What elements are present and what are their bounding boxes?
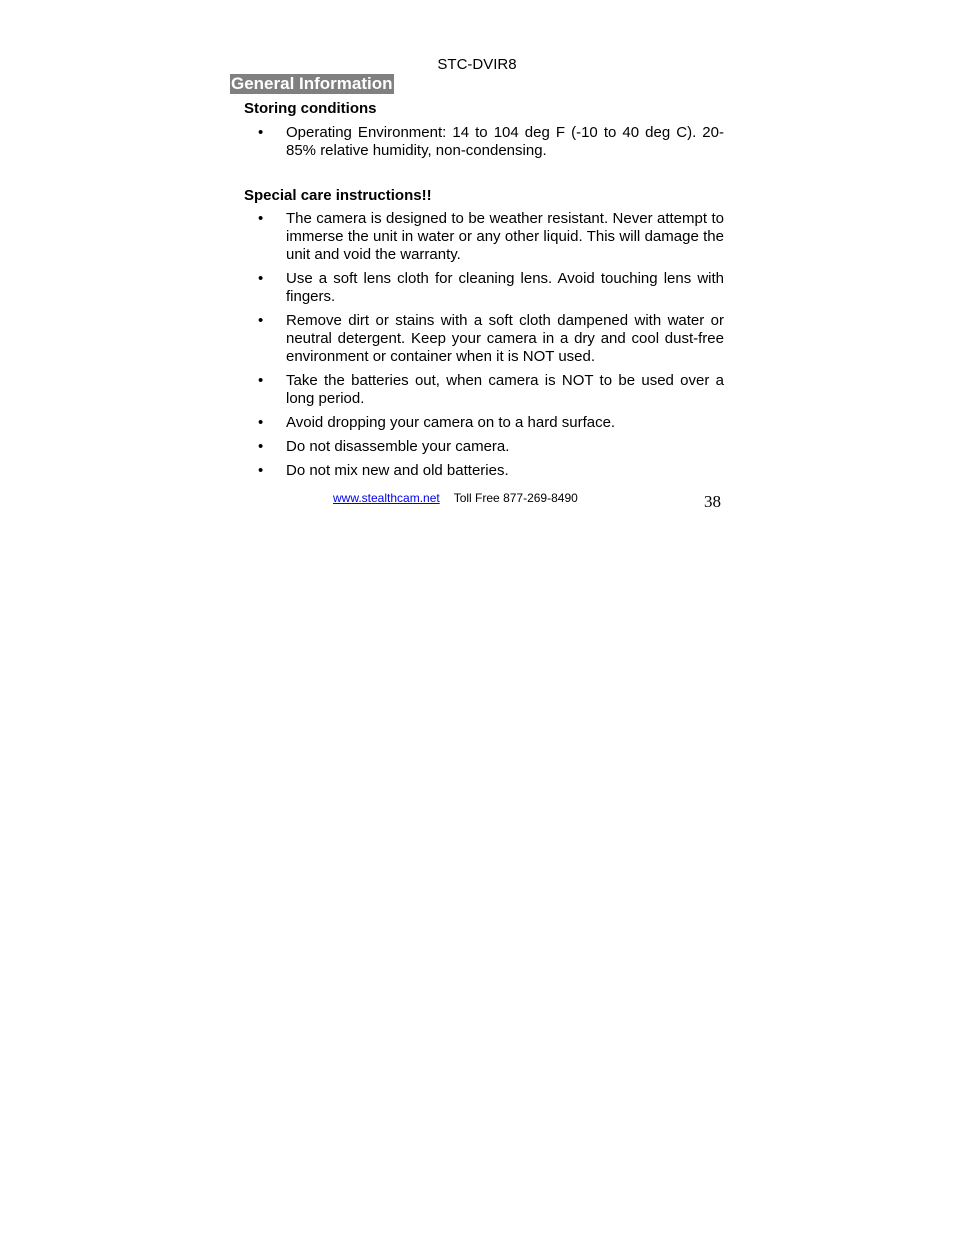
list-item-text: Do not disassemble your camera. xyxy=(286,438,510,455)
list-item-text: Avoid dropping your camera on to a hard surface. xyxy=(286,414,616,431)
list-item-text: Do not mix new and old batteries. xyxy=(286,462,509,479)
bullet-icon: • xyxy=(258,312,264,329)
list-item xyxy=(244,372,724,408)
list-item xyxy=(244,124,724,160)
bullet-icon: • xyxy=(258,270,264,287)
list-item xyxy=(244,414,724,432)
toll-free-number: Toll Free 877-269-8490 xyxy=(453,491,578,505)
list-item xyxy=(244,270,724,306)
bullet-icon: • xyxy=(258,372,264,389)
model-header: STC-DVIR8 xyxy=(437,56,517,73)
footer xyxy=(333,490,578,506)
section-title: General Information xyxy=(231,74,393,93)
bullet-icon: • xyxy=(258,124,264,141)
storing-conditions-list xyxy=(244,124,724,166)
list-item-text: Take the batteries out, when camera is NOT to be used over a long period. xyxy=(286,372,724,407)
list-item xyxy=(244,210,724,264)
list-item-text: The camera is designed to be weather resistant. Never attempt to immerse the unit in water or any other liquid. This will damage the unit and void the warranty. xyxy=(286,210,724,263)
list-item-text: Remove dirt or stains with a soft cloth dampened with water or neutral detergent. Keep your camera in a dry and cool dust-free environment or container when it is NOT used. xyxy=(286,312,724,365)
list-item xyxy=(244,312,724,366)
list-item xyxy=(244,438,724,456)
bullet-icon: • xyxy=(258,210,264,227)
list-item xyxy=(244,462,724,480)
bullet-icon: • xyxy=(258,462,264,479)
bullet-icon: • xyxy=(258,438,264,455)
bullet-icon: • xyxy=(258,414,264,431)
special-care-list xyxy=(244,210,724,486)
list-item-text: Operating Environment: 14 to 104 deg F (-10 to 40 deg C). 20-85% relative humidity, non-condensing. xyxy=(286,124,724,159)
list-item-text: Use a soft lens cloth for cleaning lens. Avoid touching lens with fingers. xyxy=(286,270,724,305)
storing-conditions-heading: Storing conditions xyxy=(244,100,377,117)
page-number: 38 xyxy=(704,492,721,511)
special-care-heading: Special care instructions!! xyxy=(244,187,432,204)
website-link[interactable]: www.stealthcam.net xyxy=(333,491,440,505)
